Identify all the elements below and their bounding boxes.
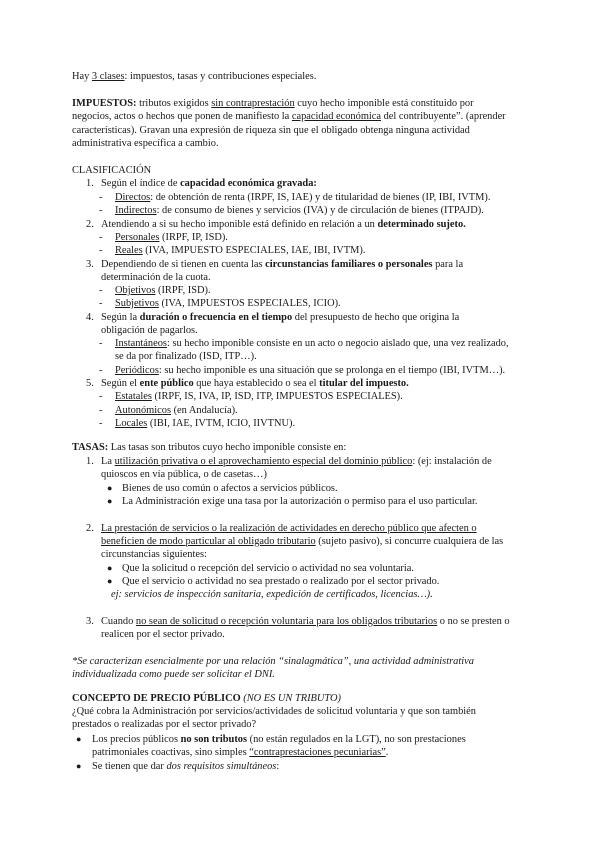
item-text: (sujeto pasivo), si concurre cualquiera de las <box>315 536 504 547</box>
impuestos-text: características). Gravan una expresión de riqueza sin que el obligado obtenga ninguna actividad <box>72 124 470 136</box>
item-text: Cuando <box>101 616 136 627</box>
sub-item <box>115 364 505 377</box>
item-text: Según el <box>101 378 140 389</box>
precio-question: prestados o realizadas por el sector privado? <box>72 719 257 730</box>
tasas-item-cont: circunstancias siguientes: <box>101 549 207 560</box>
bullet-item <box>92 760 279 773</box>
tasas-label: TASAS: <box>72 442 109 453</box>
dash-bullet: - <box>99 192 103 203</box>
list-number: 4. <box>86 312 94 323</box>
sub-item-text: : de consumo de bienes y servicios (IVA) y de circulación de bienes (ITPAJD). <box>156 205 484 216</box>
tasas-text: Las tasas son tributos cuyo hecho imponible consiste en: <box>108 442 347 453</box>
precio-title <box>72 692 341 705</box>
dash-bullet: - <box>99 418 103 429</box>
bullet-icon: ● <box>107 576 113 586</box>
clasificacion-item-cont: obligación de pagarlos. <box>101 325 198 336</box>
list-number: 1. <box>86 178 94 189</box>
impuestos-text: del contribuyente”. (aprender <box>381 111 506 123</box>
sub-item <box>115 337 509 350</box>
item-underlined: beneficien de modo particular al obligado tributario <box>101 536 316 547</box>
dash-bullet: - <box>99 298 103 309</box>
sub-item <box>115 284 211 297</box>
sub-item-term: Directos <box>115 192 151 203</box>
item-text: del presupuesto de hecho que origina la <box>292 312 460 323</box>
item-bold: circunstancias familiares o personales <box>265 259 433 270</box>
impuestos-text: administrativa específica a cambio. <box>72 138 219 150</box>
bullet-item: La Administración exige una tasa por la autorización o permiso para el uso particular. <box>122 496 478 507</box>
tasas-item-cont: quioscos en vía pública, o de casetas…) <box>101 469 267 480</box>
bullet-icon: ● <box>107 563 113 573</box>
sub-item-term: Indirectos <box>115 205 157 216</box>
clasificacion-item <box>101 258 463 271</box>
capacidad-economica: capacidad económica <box>291 111 382 123</box>
sub-item <box>115 404 238 417</box>
intro-tres-clases: 3 clases <box>91 71 125 82</box>
clasificacion-item <box>101 177 317 190</box>
sub-item <box>115 244 365 257</box>
bullet-item: Que el servicio o actividad no sea prestado o realizado por el sector privado. <box>122 576 440 587</box>
item-text: La <box>101 456 115 467</box>
precio-title-text: CONCEPTO DE PRECIO PÚBLICO <box>72 693 241 704</box>
item-text: . <box>385 747 389 758</box>
item-text: Se tienen que dar <box>92 761 167 772</box>
list-number: 3. <box>86 616 94 627</box>
tasas-item <box>101 615 510 628</box>
clasificacion-title: CLASIFICACIÓN <box>72 165 152 176</box>
sub-item-text: (en Andalucía). <box>171 405 238 416</box>
item-text: Dependiendo de si tienen en cuenta las <box>101 259 266 270</box>
intro-hay: Hay <box>72 71 90 82</box>
dash-bullet: - <box>99 391 103 402</box>
sin-contraprestacion: sin contraprestación <box>211 98 295 109</box>
list-number: 2. <box>86 523 94 534</box>
item-text: : <box>276 761 280 772</box>
item-text: o no se presten o <box>437 616 510 627</box>
dash-bullet: - <box>99 285 103 296</box>
item-bold: determinado sujeto. <box>377 219 466 230</box>
clasificacion-item-cont: determinación de la cuota. <box>101 272 211 283</box>
item-text: : (ej: instalación de <box>412 456 492 467</box>
precio-title-note: (NO ES UN TRIBUTO) <box>240 693 341 704</box>
item-bold: ente público <box>139 378 194 389</box>
sub-item <box>115 297 341 310</box>
dash-bullet: - <box>99 338 103 349</box>
item-text: Atendiendo a si su hecho imponible está definido en relación a un <box>101 219 378 230</box>
list-number: 1. <box>86 456 94 467</box>
item-underlined: utilización privativa o el aprovechamiento especial del dominio público <box>114 456 413 467</box>
item-text: que haya establecido o sea el <box>193 378 320 389</box>
dash-bullet: - <box>99 205 103 216</box>
item-bold: duración o frecuencia en el tiempo <box>139 312 293 323</box>
clasificacion-item <box>101 311 459 324</box>
item-bold: titular del impuesto. <box>319 378 409 389</box>
sub-item-term: Locales <box>115 418 148 429</box>
list-number: 5. <box>86 378 94 389</box>
sub-item <box>115 191 490 204</box>
sub-item-term: Autonómicos <box>115 405 171 416</box>
sub-item-text: : su hecho imponible es una situación que se prolonga en el tiempo (IBI, IVTM…). <box>158 365 506 376</box>
tasas-item-cont <box>101 535 503 548</box>
sub-item-text: (IRPF, ISD). <box>155 285 211 296</box>
sub-item-text: : su hecho imponible consiste en un acto o negocio aislado que, una vez realizado, <box>166 338 509 349</box>
sub-item-term: Reales <box>115 245 143 256</box>
item-text: Según la <box>101 312 140 323</box>
sub-item-text: (IRPF, IP, ISD). <box>159 232 228 243</box>
list-number: 2. <box>86 219 94 230</box>
sub-item <box>115 204 484 217</box>
item-text: para la <box>432 259 464 270</box>
sub-item-term: Estatales <box>115 391 152 402</box>
sub-item-term: Personales <box>115 232 160 243</box>
sub-item-text: : de obtención de renta (IRPF, IS, IAE) y de titularidad de bienes (IP, IBI, IVTM). <box>150 192 491 203</box>
bullet-item <box>92 733 466 746</box>
precio-question: ¿Qué cobra la Administración por servicios/actividades de solicitud voluntaria y que son también <box>72 706 476 717</box>
impuestos-paragraph <box>72 97 532 151</box>
item-text: patrimoniales coactivas, sino simples <box>92 747 250 758</box>
bullet-icon: ● <box>107 483 113 493</box>
item-underlined: “contraprestaciones pecuniarias” <box>249 747 386 758</box>
sub-item-term: Objetivos <box>115 285 156 296</box>
item-underlined: La prestación de servicios o la realización de actividades en derecho público que afecten o <box>101 523 477 534</box>
tasas-note: *Se caracterizan esencialmente por una relación “sinalagmática”, una actividad administrativa <box>72 656 474 667</box>
clasificacion-item <box>101 377 409 390</box>
item-text: Según el índice de <box>101 178 181 189</box>
sub-item-text: (IVA, IMPUESTO ESPECIALES, IAE, IBI, IVTM). <box>142 245 366 256</box>
sub-item <box>115 390 403 403</box>
bullet-icon: ● <box>107 496 113 506</box>
tasas-item <box>101 522 477 535</box>
sub-item <box>115 417 295 430</box>
item-bold: no son tributos <box>180 734 248 745</box>
tasas-item-cont: realicen por el sector privado. <box>101 629 225 640</box>
bullet-item: Que la solicitud o recepción del servicio o actividad no sea voluntaria. <box>122 563 414 574</box>
clasificacion-item <box>101 218 466 231</box>
sub-item-term: Subjetivos <box>115 298 159 309</box>
sub-item-text: (IVA, IMPUESTOS ESPECIALES, ICIO). <box>158 298 341 309</box>
dash-bullet: - <box>99 232 103 243</box>
tasas-example: ej: servicios de inspección sanitaria, expedición de certificados, licencias…). <box>111 589 433 600</box>
impuestos-text: cuyo hecho imponible está constituido por <box>294 98 474 109</box>
impuestos-text: negocios, actos o hechos que ponen de manifiesto la <box>72 111 292 123</box>
intro-rest: : impuestos, tasas y contribuciones especiales. <box>124 71 317 82</box>
bullet-icon: ● <box>76 734 82 744</box>
item-text: (no están regulados en la LGT), no son prestaciones <box>247 734 466 745</box>
dash-bullet: - <box>99 245 103 256</box>
tasas-item <box>101 455 492 468</box>
item-text: Los precios públicos <box>92 734 181 745</box>
dash-bullet: - <box>99 365 103 376</box>
item-italic: dos requisitos simultáneos <box>166 761 277 772</box>
dash-bullet: - <box>99 405 103 416</box>
bullet-item: Bienes de uso común o afectos a servicios públicos. <box>122 483 338 494</box>
tasas-intro <box>72 441 346 454</box>
sub-item-term: Instantáneos <box>115 338 167 349</box>
sub-item <box>115 231 228 244</box>
list-number: 3. <box>86 259 94 270</box>
intro-paragraph <box>72 70 316 83</box>
impuestos-label: IMPUESTOS: <box>72 98 137 109</box>
sub-item-text: (IBI, IAE, IVTM, ICIO, IIVTNU). <box>147 418 296 429</box>
tasas-note: individualizada como puede ser solicitar el DNI. <box>72 669 275 680</box>
item-bold: capacidad económica gravada: <box>180 178 317 189</box>
sub-item-text: (IRPF, IS, IVA, IP, ISD, ITP, IMPUESTOS ESPECIALES). <box>151 391 403 402</box>
impuestos-text: tributos exigidos <box>136 98 212 109</box>
item-underlined: no sean de solicitud o recepción voluntaria para los obligados tributarios <box>135 616 438 627</box>
bullet-item-cont <box>92 746 388 759</box>
sub-item-cont: se da por finalizado (ISD, ITP…). <box>115 351 257 362</box>
bullet-icon: ● <box>76 761 82 771</box>
sub-item-term: Periódicos <box>115 365 159 376</box>
